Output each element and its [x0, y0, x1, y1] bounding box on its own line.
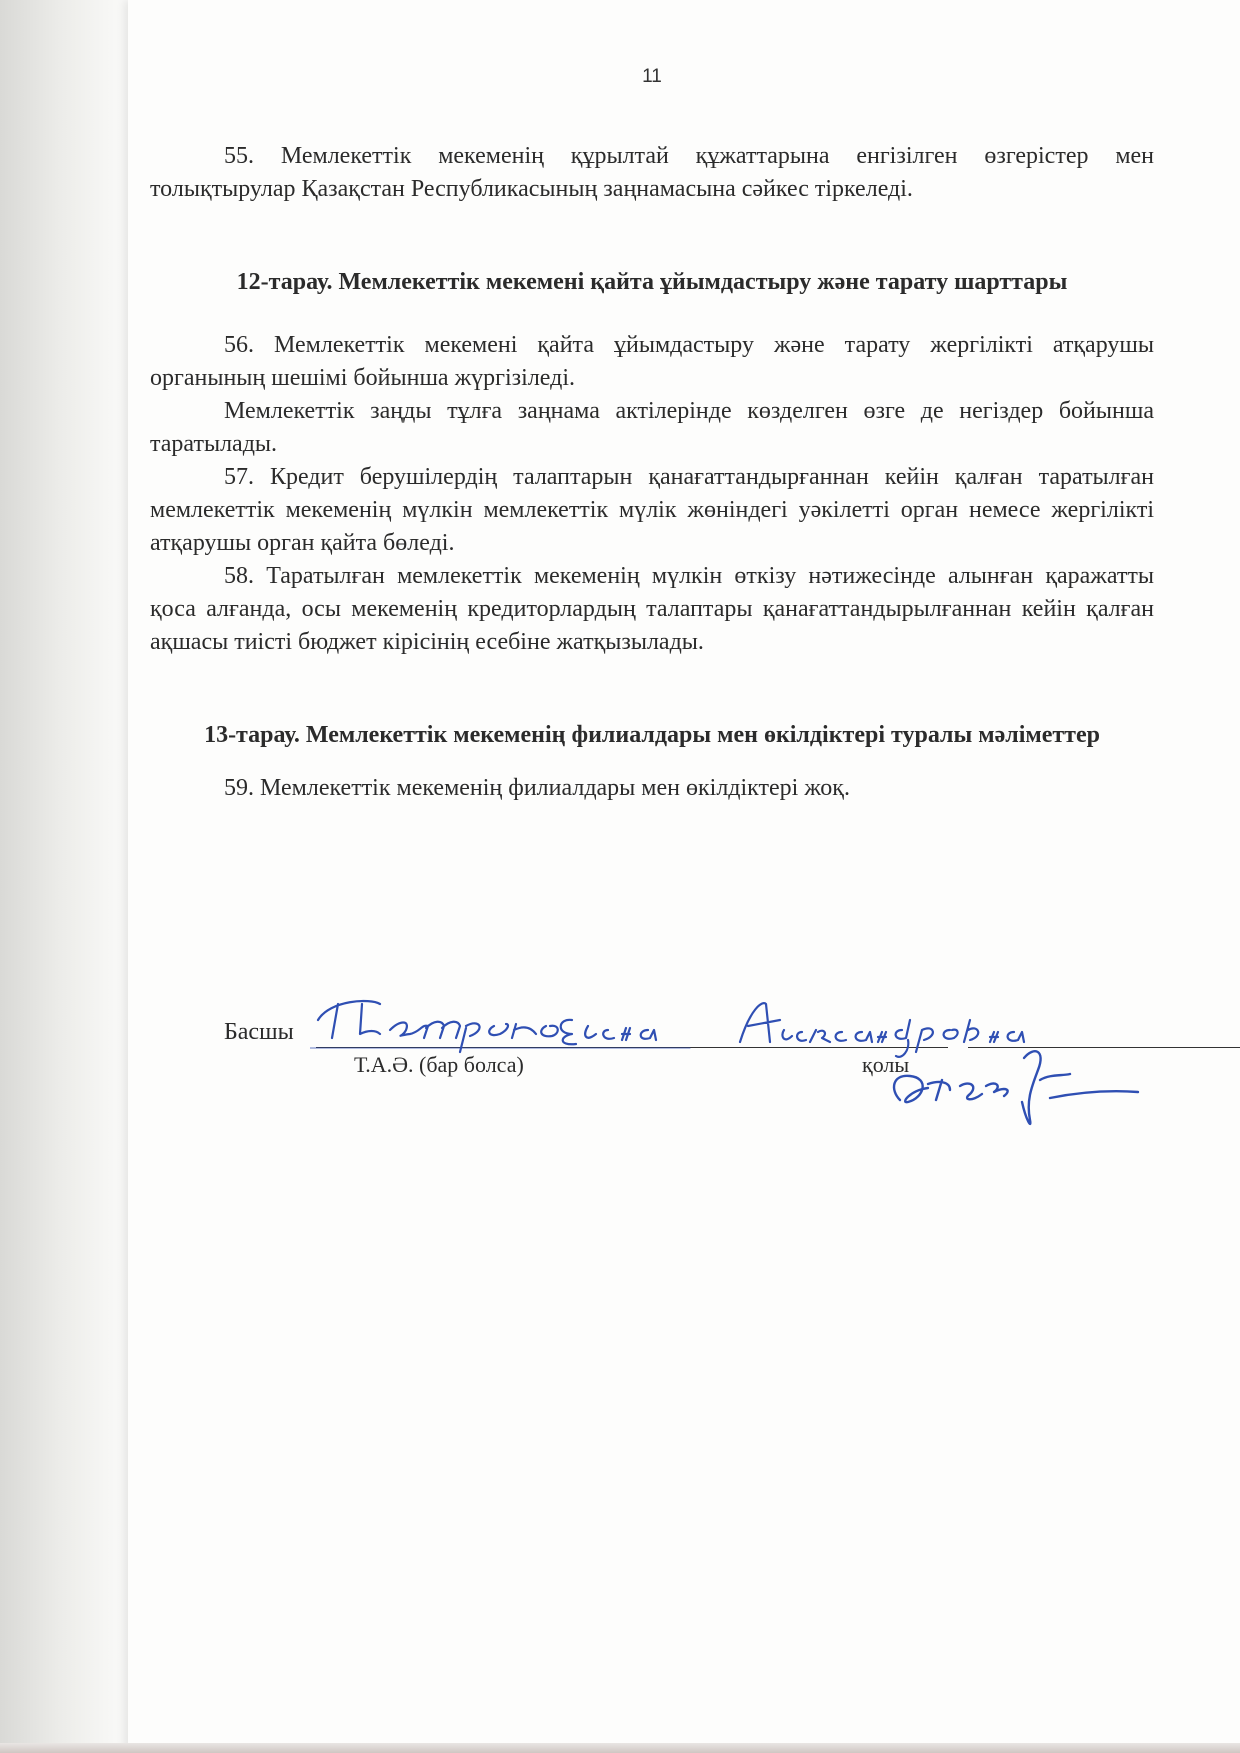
paragraph-56-continued: Мемлекеттік заңды тұлға заңнама актілерінде көзделген өзге де негіздер бойынша таратылады.: [150, 398, 1154, 457]
paragraph-59: 59. Мемлекеттік мекеменің филиалдары мен өкілдіктері жоқ.: [224, 775, 850, 801]
name-caption: Т.А.Ә. (бар болса): [354, 1052, 524, 1077]
paragraph-58: 58. Таратылған мемлекеттік мекеменің мүлкін өткізу нәтижесінде алынған қаражатты қоса алғанда, осы мекеменің кредиторлардың талаптары қанағаттандырылғаннан кейін қалған ақшасы тиісті бюджет кірісінің есебіне жатқызылады.: [150, 563, 1154, 655]
spacer: [150, 659, 1154, 719]
spacer: [150, 299, 1154, 329]
handwritten-signature: [310, 990, 1230, 1170]
paragraph-55: 55. Мемлекеттік мекеменің құрылтай құжаттарына енгізілген өзгерістер мен толықтырулар Қазақстан Республикасының заңнамасына сәйкес тіркеледі.: [150, 143, 1154, 202]
chapter-12-heading: 12-тарау. Мемлекеттік мекемені қайта ұйымдастыру және тарату шарттары: [236, 269, 1068, 295]
scan-left-shadow: [0, 0, 140, 1753]
document-body: [150, 140, 1154, 805]
page-number: 11: [642, 66, 662, 87]
signature-caption: қолы: [862, 1052, 910, 1077]
chapter-13-heading: 13-тарау. Мемлекеттік мекеменің филиалдары мен өкілдіктері туралы мәліметтер: [204, 722, 1100, 748]
scan-bottom-edge: [0, 1743, 1240, 1753]
paragraph-57: 57. Кредит берушілердің талаптарын қанағаттандырғаннан кейін қалған таратылған мемлекеттік мекеменің мүлкін мемлекеттік мүлік жөніндегі уәкілетті орган немесе жергілікті атқарушы орган қайта бөледі.: [150, 464, 1154, 556]
signature-label: Басшы: [224, 1019, 294, 1045]
spacer: [150, 752, 1154, 772]
spacer: [150, 206, 1154, 266]
paragraph-56: 56. Мемлекеттік мекемені қайта ұйымдастыру және тарату жергілікті атқарушы органының шешімі бойынша жүргізіледі.: [150, 332, 1154, 391]
